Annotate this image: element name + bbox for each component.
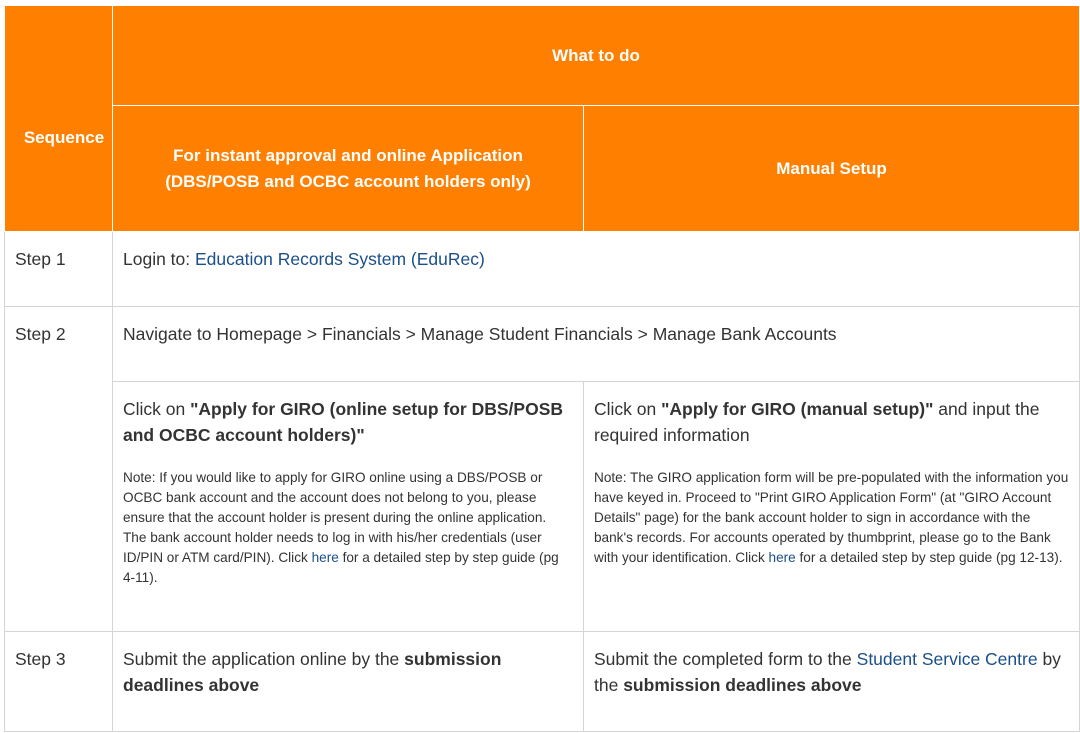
- online-note-text: Note: If you would like to apply for GIRO online using a DBS/POSB or OCBC bank account and the account does not belong to you, please ensure that the account holder is present during the online application. The bank account holder needs to log in with his/her credentials (user ID/PIN or ATM card/PIN). Click: [123, 470, 547, 565]
- step-2-manual-instruction: [594, 396, 1069, 448]
- step-3-manual-deadline: submission deadlines above: [623, 675, 862, 695]
- step-3-online-deadline: submission deadlines above: [123, 649, 502, 695]
- step-2-online-note: [123, 468, 573, 588]
- step-2-navigate: Navigate to Homepage > Financials > Manage Student Financials > Manage Bank Accounts: [113, 307, 1080, 382]
- step-2-label: Step 2: [5, 307, 113, 632]
- step-3-manual-cell: [584, 632, 1080, 732]
- step-3-manual-mid: by the: [594, 649, 1061, 695]
- online-instruction-prefix: Click on: [123, 399, 191, 419]
- online-note-suffix: for a detailed step by step guide (pg 4-11).: [123, 550, 559, 585]
- apply-giro-online-label: "Apply for GIRO (online setup for DBS/POSB and OCBC account holders)": [123, 399, 564, 445]
- online-header-line-2: (DBS/POSB and OCBC account holders only): [165, 171, 531, 191]
- step-3-online-cell: [113, 632, 584, 732]
- step-2-online-instruction: [123, 396, 573, 448]
- manual-note-text: Note: The GIRO application form will be pre-populated with the information you have keyed in. Proceed to "Print GIRO Application Form" (at "GIRO Account Details" page) for the bank account holder to sign in accordance with the bank's records. For accounts operated by thumbprint, please go to the Bank with your identification. Click: [594, 470, 1069, 565]
- manual-instruction-prefix: Click on: [594, 399, 662, 419]
- online-application-header: [113, 106, 584, 232]
- online-header-line-1: For instant approval and online Application: [173, 145, 523, 165]
- manual-note-suffix: for a detailed step by step guide (pg 12-13).: [795, 550, 1063, 565]
- edurec-link[interactable]: Education Records System (EduRec): [195, 249, 485, 269]
- apply-giro-manual-label: "Apply for GIRO (manual setup)": [661, 399, 934, 419]
- giro-steps-table: [4, 5, 1080, 732]
- step-3-online-prefix: Submit the application online by the: [123, 649, 405, 669]
- manual-setup-header: Manual Setup: [584, 106, 1080, 232]
- step-1-content: [113, 232, 1080, 307]
- step-2-manual-note: [594, 468, 1069, 568]
- manual-instruction-suffix: and input the required information: [594, 399, 1040, 445]
- step-2-online-cell: [113, 382, 584, 632]
- student-service-centre-link[interactable]: Student Service Centre: [856, 649, 1038, 669]
- step-1-text: Login to:: [123, 249, 195, 269]
- manual-guide-here-link[interactable]: here: [768, 550, 796, 565]
- online-guide-here-link[interactable]: here: [311, 550, 339, 565]
- step-3-label: Step 3: [5, 632, 113, 732]
- step-2-manual-cell: [584, 382, 1080, 632]
- what-to-do-header: What to do: [113, 6, 1080, 106]
- sequence-header: Sequence: [5, 6, 113, 232]
- step-1-label: Step 1: [5, 232, 113, 307]
- step-3-manual-prefix: Submit the completed form to the: [594, 649, 857, 669]
